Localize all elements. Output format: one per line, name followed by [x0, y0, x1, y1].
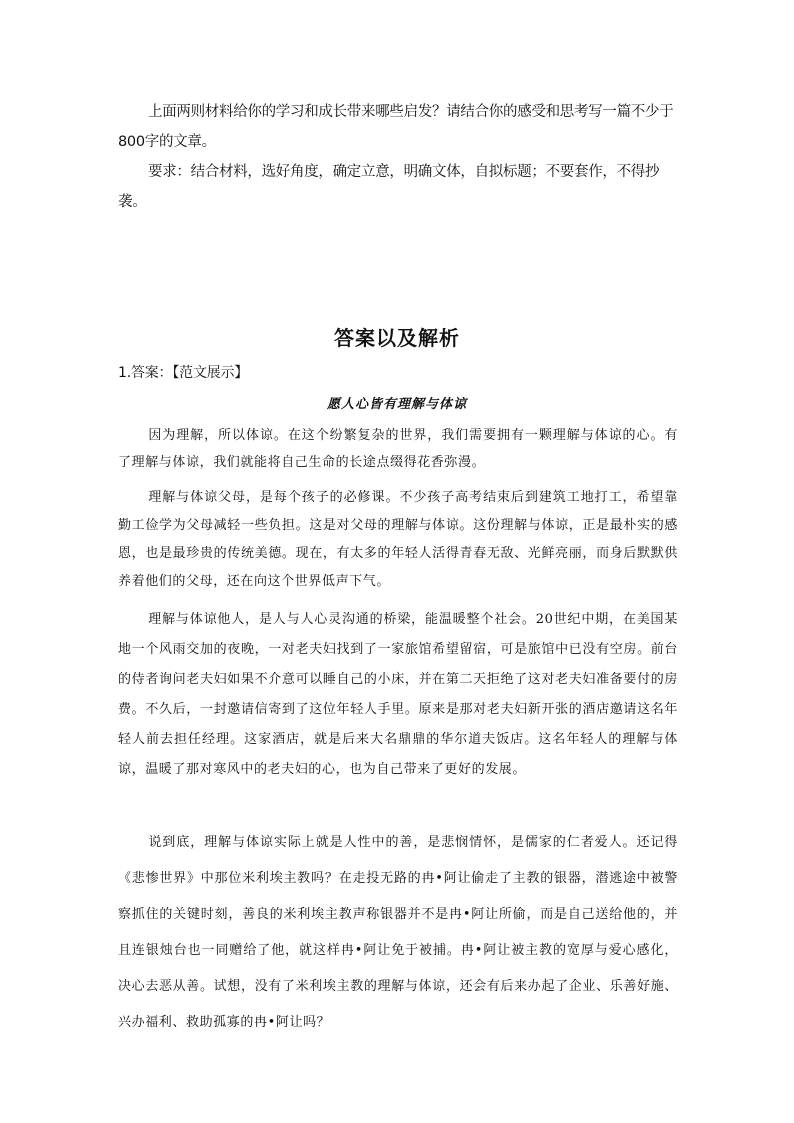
requirements-paragraph — [118, 157, 678, 217]
essay-paragraph-1 — [118, 422, 678, 476]
prompt-text: 上面两则材料给你的学习和成长带来哪些启发？请结合你的感受和思考写一篇不少于800字的文章。 — [118, 104, 674, 150]
essay-paragraph-text: 理解与体谅父母，是每个孩子的必修课。不少孩子高考结束后到建筑工地打工，希望靠勤工俭学为父母减轻一些负担。这是对父母的理解与体谅。这份理解与体谅，正是最朴实的感恩，也是最珍贵的传统美德。现在，有太多的年轻人活得青春无敌、光鲜亮丽，而身后默默供养着他们的父母，还在向这个世界低声下气。 — [118, 490, 678, 589]
prompt-paragraph — [118, 97, 678, 157]
essay-paragraph-text: 因为理解，所以体谅。在这个纷繁复杂的世界，我们需要拥有一颗理解与体谅的心。有了理解与体谅，我们就能将自己生命的长途点缀得花香弥漫。 — [118, 428, 678, 470]
essay-title: 愿人心皆有理解与体谅 — [326, 397, 467, 412]
essay-paragraph-4 — [118, 825, 678, 1041]
essay-paragraph-2 — [118, 484, 678, 596]
essay-paragraph-text: 理解与体谅他人，是人与人心灵沟通的桥梁，能温暖整个社会。20世纪中期，在美国某地一个风雨交加的夜晚，一对老夫妇找到了一家旅馆希望留宿，可是旅馆中已没有空房。前台的侍者询问老夫妇如果不介意可以睡自己的小床，并在第二天拒绝了这对老夫妇准备要付的房费。不久后，一封邀请信寄到了这位年轻人手里。原来是那对老夫妇新开张的酒店邀请这名年轻人前去担任经理。这家酒店，就是后来大名鼎鼎的华尔道夫饭店。这名年轻人的理解与体谅，温暖了那对寒风中的老夫妇的心，也为自己带来了更好的发展。 — [118, 612, 678, 777]
essay-paragraph-3 — [118, 605, 678, 785]
section-title: 答案以及解析 — [334, 326, 460, 350]
requirements-text: 要求：结合材料，选好角度，确定立意，明确文体，自拟标题；不要套作，不得抄袭。 — [118, 164, 660, 210]
essay-paragraph-text: 说到底，理解与体谅实际上就是人性中的善，是悲悯情怀，是儒家的仁者爱人。还记得《悲惨世界》中那位米利埃主教吗？在走投无路的冉•阿让偷走了主教的银器，潜逃途中被警察抓住的关键时刻，善良的米利埃主教声称银器并不是冉•阿让所偷，而是自己送给他的，并且连银烛台也一同赠给了他，就这样冉•阿让免于被捕。冉•阿让被主教的宽厚与爱心感化，决心去恶从善。试想，没有了米利埃主教的理解与体谅，还会有后来办起了企业、乐善好施、兴办福利、救助孤寡的冉•阿让吗？ — [118, 835, 678, 1030]
answer-label: 1.答案：【范文展示】 — [118, 365, 249, 381]
